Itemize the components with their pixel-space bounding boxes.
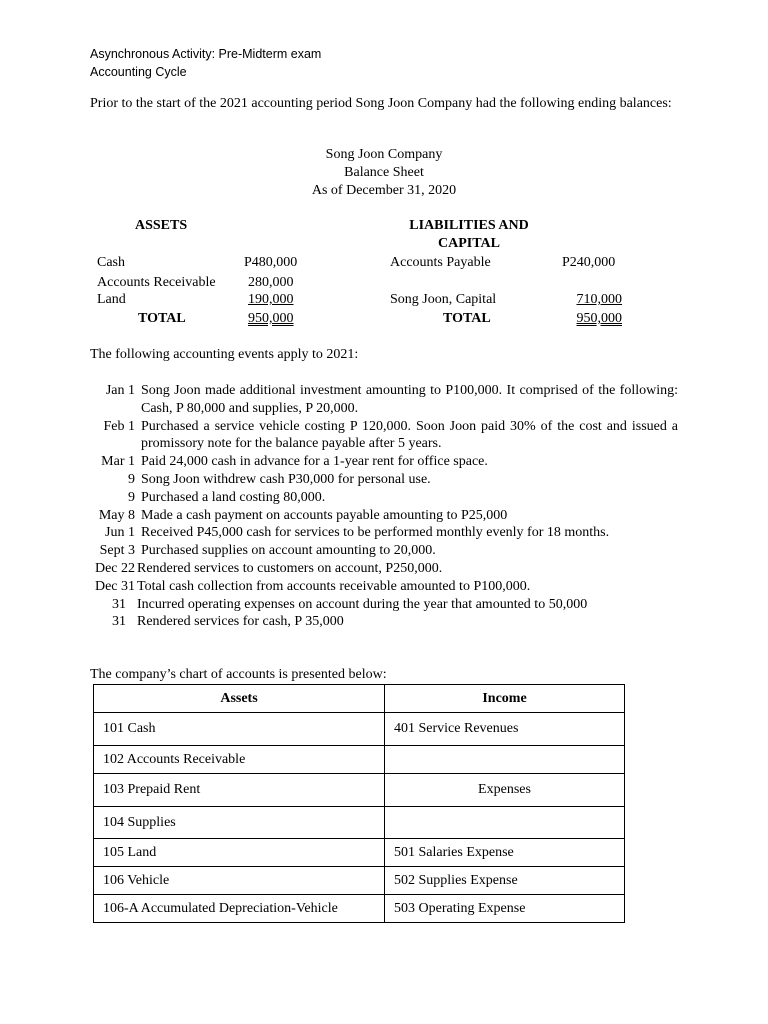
event-item [90, 524, 678, 542]
chart-intro: The company’s chart of accounts is presented below: [90, 667, 387, 682]
event-date: Jan 1 [105, 383, 135, 398]
account-cell: 104 Supplies [94, 807, 385, 839]
account-cell: 106 Vehicle [94, 867, 385, 895]
event-item [90, 560, 678, 578]
table-row [94, 867, 625, 895]
event-date: Mar 1 [101, 454, 135, 470]
events-intro: The following accounting events apply to 2021: [90, 347, 359, 362]
liabilities-heading-line2: CAPITAL [438, 236, 500, 251]
table-header-row [94, 685, 625, 713]
event-text: Purchased supplies on account amounting to 20,000. [141, 543, 436, 559]
event-item [90, 382, 678, 418]
event-date: Sept 3 [99, 543, 135, 559]
liability-amount: P240,000 [562, 255, 616, 270]
account-cell [385, 746, 625, 774]
liabilities-heading-line1: LIABILITIES AND [409, 218, 529, 233]
event-text: Purchased a service vehicle costing P 120,000. Soon Joon paid 30% of the cost and issued a promissory note for the balance payable after 5 years. [141, 418, 678, 452]
chart-of-accounts-table [93, 684, 625, 923]
liability-label: Accounts Payable [390, 255, 491, 270]
event-text: Made a cash payment on accounts payable amounting to P25,000 [141, 507, 508, 523]
asset-label: Land [97, 292, 126, 307]
event-date: 9 [128, 471, 135, 487]
asset-label: Accounts Receivable [97, 275, 216, 290]
account-cell: 503 Operating Expense [385, 895, 625, 923]
event-item [90, 418, 678, 454]
event-date: Feb 1 [103, 418, 135, 434]
table-row [94, 839, 625, 867]
account-cell: 502 Supplies Expense [385, 867, 625, 895]
event-item [90, 542, 678, 560]
statement-date: As of December 31, 2020 [311, 183, 457, 198]
account-cell: 501 Salaries Expense [385, 839, 625, 867]
table-row [94, 746, 625, 774]
event-text: Received P45,000 cash for services to be performed monthly evenly for 18 months. [141, 525, 610, 541]
asset-amount: 190,000 [248, 292, 294, 307]
account-cell: 401 Service Revenues [385, 713, 625, 746]
asset-amount: 280,000 [248, 275, 294, 290]
liabilities-total-amount: 950,000 [576, 311, 622, 326]
asset-label: Cash [97, 255, 125, 270]
table-row [94, 713, 625, 746]
account-cell [385, 807, 625, 839]
table-row [94, 774, 625, 807]
event-text: Rendered services to customers on account, P250,000. [137, 560, 443, 576]
event-item [90, 453, 678, 471]
capital-label: Song Joon, Capital [390, 292, 497, 307]
event-date: Jun 1 [105, 525, 135, 541]
expenses-section-header: Expenses [385, 774, 625, 807]
intro-paragraph: Prior to the start of the 2021 accounting period Song Joon Company had the following ending balances: [90, 96, 672, 111]
event-item [90, 613, 678, 631]
event-item [90, 578, 678, 596]
event-text: Total cash collection from accounts receivable amounted to P100,000. [137, 578, 531, 594]
income-column-header: Income [385, 685, 625, 713]
account-cell: 103 Prepaid Rent [94, 774, 385, 807]
event-text: Paid 24,000 cash in advance for a 1-year rent for office space. [141, 454, 488, 470]
event-item [90, 471, 678, 489]
table-row [94, 895, 625, 923]
event-text: Song Joon withdrew cash P30,000 for personal use. [141, 471, 431, 487]
event-date: May 8 [98, 507, 135, 523]
event-item [90, 596, 678, 614]
account-cell: 101 Cash [94, 713, 385, 746]
liabilities-total-label: TOTAL [443, 311, 491, 326]
event-date: 31 [112, 596, 126, 612]
assets-column-header: Assets [94, 685, 385, 713]
event-date: Dec 22 [94, 560, 135, 576]
event-date: 9 [128, 489, 135, 505]
activity-subtitle: Accounting Cycle [90, 65, 187, 79]
account-cell: 106-A Accumulated Depreciation-Vehicle [94, 895, 385, 923]
event-text: Song Joon made additional investment amounting to P100,000. It comprised of the following: Cash, P 80,000 and supplies, P 20,000. [141, 383, 678, 416]
activity-title: Asynchronous Activity: Pre-Midterm exam [90, 47, 322, 61]
assets-heading: ASSETS [135, 218, 188, 233]
event-text: Rendered services for cash, P 35,000 [137, 614, 344, 630]
statement-title: Balance Sheet [344, 165, 424, 180]
account-cell: 105 Land [94, 839, 385, 867]
event-text: Purchased a land costing 80,000. [141, 489, 326, 505]
assets-total-amount: 950,000 [248, 311, 294, 326]
assets-total-label: TOTAL [138, 311, 186, 326]
events-list [90, 382, 678, 631]
capital-amount: 710,000 [576, 292, 622, 307]
company-name: Song Joon Company [325, 147, 443, 162]
asset-amount: P480,000 [244, 255, 298, 270]
event-text: Incurred operating expenses on account during the year that amounted to 50,000 [137, 596, 588, 612]
account-cell: 102 Accounts Receivable [94, 746, 385, 774]
event-date: Dec 31 [94, 578, 135, 594]
table-row [94, 807, 625, 839]
event-date: 31 [112, 614, 126, 630]
event-item [90, 507, 678, 525]
event-item [90, 489, 678, 507]
